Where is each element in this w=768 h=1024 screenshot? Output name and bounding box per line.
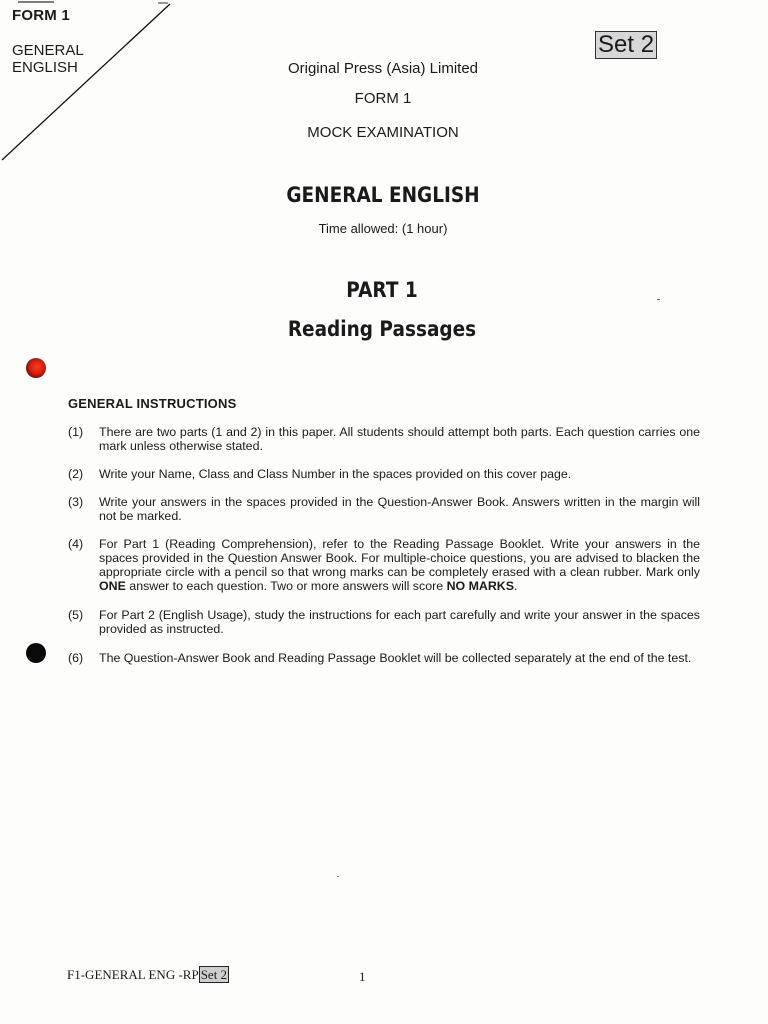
- time-allowed: Time allowed: (1 hour): [318, 221, 448, 236]
- instruction-text: [99, 651, 700, 665]
- scan-speck: [657, 299, 660, 300]
- instruction-number: (4): [68, 537, 84, 551]
- corner-form-label: FORM 1: [12, 7, 70, 24]
- instruction-item: [68, 608, 700, 636]
- form-label: FORM 1: [354, 90, 412, 107]
- punch-hole-top: [26, 358, 46, 378]
- instruction-number: (6): [68, 651, 84, 665]
- instructions-heading: GENERAL INSTRUCTIONS: [68, 396, 237, 411]
- publisher-name: Original Press (Asia) Limited: [287, 60, 479, 77]
- instruction-text-part: For Part 2 (English Usage), study the instructions for each part carefully and write your answer in the spaces provided as instructed.: [99, 608, 700, 636]
- instruction-text-part: There are two parts (1 and 2) in this paper. All students should attempt both parts. Each question carries one mark unless otherwise stated.: [99, 425, 700, 453]
- footer-code-text: F1-GENERAL ENG -RP: [67, 967, 199, 982]
- punch-hole-bottom: [26, 643, 46, 663]
- instruction-text: [99, 467, 700, 481]
- scan-speck: [337, 876, 339, 877]
- page-title: GENERAL ENGLISH: [286, 183, 480, 207]
- part-title: Reading Passages: [287, 317, 477, 341]
- page-number: 1: [359, 969, 366, 984]
- exam-type: MOCK EXAMINATION: [307, 124, 459, 141]
- instruction-item: [68, 495, 700, 523]
- instruction-number: (2): [68, 467, 84, 481]
- instruction-text-part: For Part 1 (Reading Comprehension), refer to the Reading Passage Booklet. Write your answers in the spaces provided in the Question Answer Book. For multiple-choice questions, you are advised to blacken the appropriate circle with a pencil so that wrong marks can be completely erased with a clean rubber. Mark only: [99, 537, 700, 579]
- instruction-text: [99, 425, 700, 453]
- instruction-text-part: answer to each question. Two or more answers will score: [125, 579, 447, 593]
- part-heading: PART 1: [346, 278, 418, 302]
- instruction-item: [68, 467, 700, 481]
- instruction-item: [68, 537, 700, 593]
- instruction-number: (1): [68, 425, 84, 439]
- instruction-text-part: .: [514, 579, 518, 593]
- instruction-text: [99, 537, 700, 593]
- instruction-text-part: Write your Name, Class and Class Number in the spaces provided on this cover page.: [99, 467, 572, 481]
- corner-diagonal-line: [0, 0, 180, 170]
- corner-subject: [12, 42, 84, 76]
- footer-code: [67, 967, 229, 983]
- instruction-item: [68, 651, 700, 665]
- instruction-emphasis: NO MARKS: [446, 579, 515, 593]
- instruction-item: [68, 425, 700, 453]
- instruction-emphasis: ONE: [99, 579, 126, 593]
- footer-set-badge: Set 2: [200, 967, 228, 982]
- set-badge: Set 2: [595, 31, 657, 59]
- instruction-text-part: Write your answers in the spaces provided in the Question-Answer Book. Answers written in the margin will not be marked.: [99, 495, 700, 523]
- instruction-text-part: The Question-Answer Book and Reading Passage Booklet will be collected separately at the end of the test.: [99, 651, 692, 665]
- corner-subject-line1: GENERAL: [12, 42, 84, 59]
- instruction-number: (3): [68, 495, 84, 509]
- instruction-text: [99, 608, 700, 636]
- corner-subject-line2: ENGLISH: [12, 59, 78, 76]
- instruction-text: [99, 495, 700, 523]
- instruction-number: (5): [68, 608, 84, 622]
